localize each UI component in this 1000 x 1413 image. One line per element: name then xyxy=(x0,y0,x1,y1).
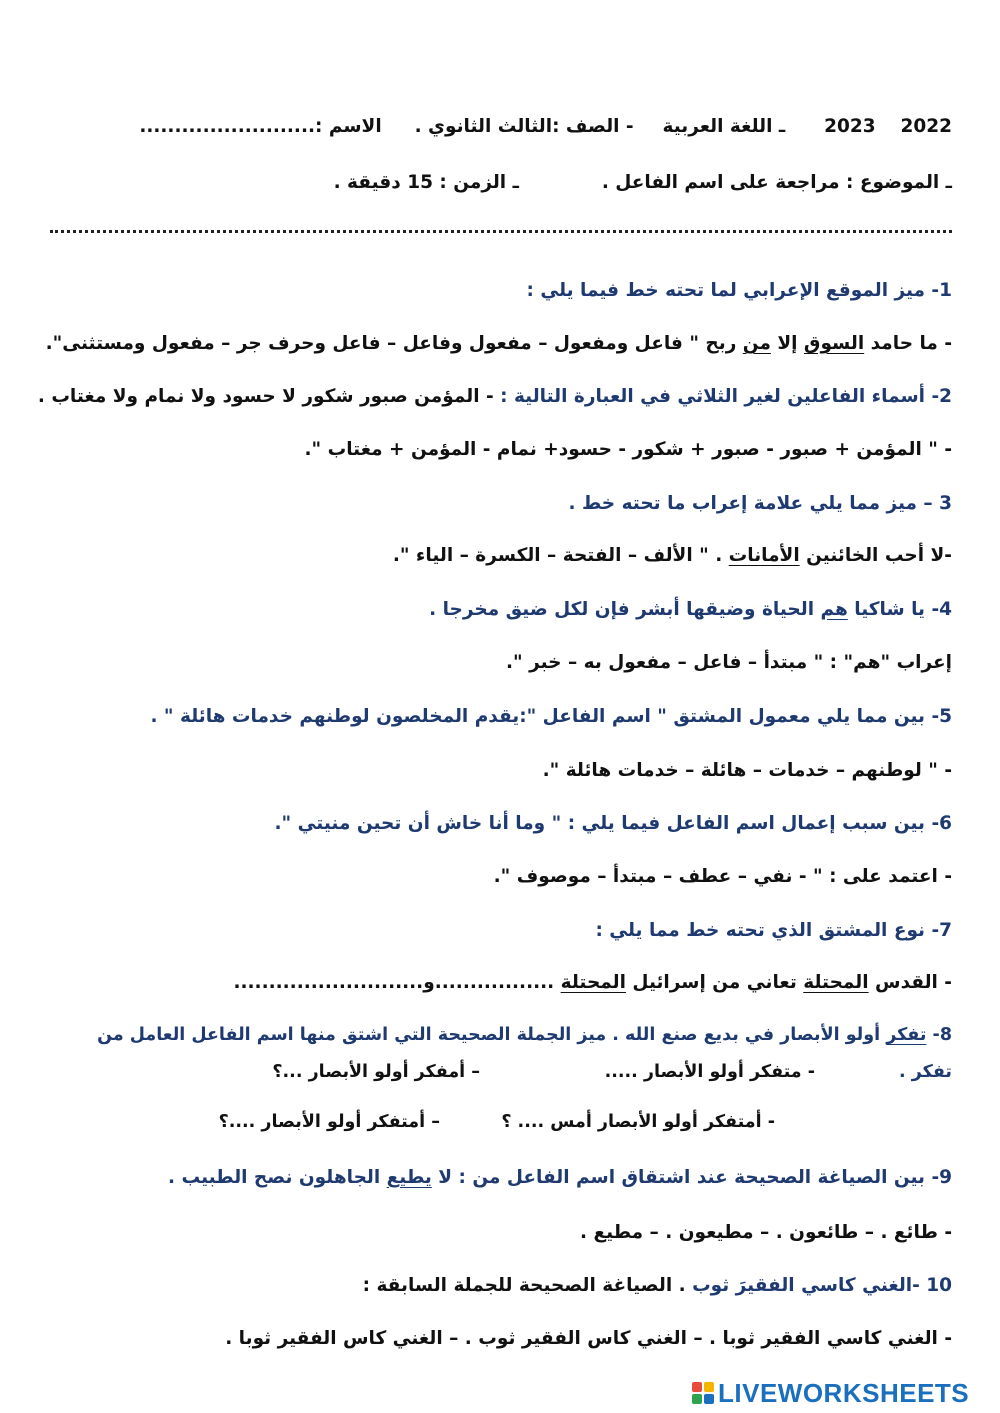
q10-instruction: . الصياغة الصحيحة للجملة السابقة : xyxy=(362,1275,693,1296)
q10-sentence: 10 -الغني كاسي الفقيرَ ثوب xyxy=(692,1275,952,1296)
q9-options[interactable]: - طائع . – طائعون . – مطيعون . – مطيع . xyxy=(579,1222,952,1243)
logo-mark-icon xyxy=(692,1382,714,1404)
q9-underlined-word: يطيع xyxy=(386,1167,432,1188)
logo-square-green xyxy=(692,1394,702,1404)
q1-text: - ما حامد xyxy=(864,333,952,354)
q4-text: 4- يا شاكيا xyxy=(847,599,952,620)
q8-option-3[interactable]: - أمتفكر أولو الأبصار أمس .... ؟ xyxy=(501,1112,775,1132)
grade-label: - الصف :الثالث الثانوي . xyxy=(414,116,634,137)
q8-text: 8- xyxy=(926,1025,952,1045)
q7-text-mid: تعاني من إسرائيل xyxy=(625,972,804,993)
q3-text: -لا أحب الخائنين xyxy=(799,545,952,566)
q4-prompt xyxy=(429,599,952,620)
q4-options[interactable]: إعراب "هم" : " مبتدأ – فاعل – مفعول به – خبر ". xyxy=(506,652,952,673)
year-2023: 2023 xyxy=(824,116,876,137)
q8-prompt xyxy=(97,1025,952,1045)
q2-prompt: 2- أسماء الفاعلين لغير الثلاثي في العبارة التالية : xyxy=(500,386,952,407)
logo-square-yellow xyxy=(704,1382,714,1392)
q9-text: 9- بين الصياغة الصحيحة عند اشتقاق اسم الفاعل من : لا xyxy=(431,1167,952,1188)
q7-answer-line xyxy=(233,972,952,993)
q10-prompt xyxy=(363,1275,952,1296)
q3-prompt: 3 – ميز مما يلي علامة إعراب ما تحته خط . xyxy=(568,493,952,514)
q5-options[interactable]: - " لوطنهم – خدمات – هائلة – خدمات هائلة ". xyxy=(542,760,952,781)
q7-answer-blanks[interactable]: .................و........................... xyxy=(233,972,561,993)
q8-text-end: أولو الأبصار في بديع صنع الله . ميز الجملة الصحيحة التي اشتق منها اسم الفاعل العامل من xyxy=(97,1025,887,1045)
q2-prompt-line xyxy=(38,386,952,407)
q6-prompt: 6- بين سبب إعمال اسم الفاعل فيما يلي : " وما أنا خاش أن تحين منيتي ". xyxy=(274,813,952,834)
q10-options[interactable]: - الغني كاسي الفقير ثوبا . – الغني كاس الفقير ثوب . – الغني كاس الفقير ثوبا . xyxy=(225,1328,952,1349)
q3-underlined-word: الأمانات xyxy=(728,545,800,566)
time-label: ـ الزمن : 15 دقيقة . xyxy=(333,172,519,193)
liveworksheets-logo xyxy=(692,1378,969,1408)
subject-label: ـ اللغة العربية xyxy=(662,116,786,137)
header-line-2 xyxy=(334,172,952,193)
q3-answer-line xyxy=(393,545,952,566)
logo-square-red xyxy=(692,1382,702,1392)
q7-underlined-word-2: المحتلة xyxy=(560,972,626,993)
dotted-separator xyxy=(50,230,952,233)
q5-prompt: 5- بين مما يلي معمول المشتق " اسم الفاعل ":يقدم المخلصون لوطنهم خدمات هائلة " . xyxy=(150,706,952,727)
q8-prompt-line-2: تفكر . xyxy=(899,1062,952,1082)
q2-options[interactable]: - " المؤمن + صبور - صبور + شكور - حسود+ نمام - المؤمن + مغتاب ". xyxy=(304,439,952,460)
q1-text-mid: إلا xyxy=(770,333,804,354)
q2-sentence: - المؤمن صبور شكور لا حسود ولا نمام ولا مغتاب . xyxy=(37,386,501,407)
q1-prompt: 1- ميز الموقع الإعرابي لما تحته خط فيما يلي : xyxy=(526,280,952,301)
q4-underlined-word: هم xyxy=(820,599,848,620)
q1-answer-line xyxy=(46,333,952,354)
logo-square-blue xyxy=(704,1394,714,1404)
q7-text: - القدس xyxy=(868,972,952,993)
q8-option-2[interactable]: – أمفكر أولو الأبصار ...؟ xyxy=(272,1062,480,1082)
logo-text: LIVEWORKSHEETS xyxy=(718,1377,970,1408)
q7-prompt: 7- نوع المشتق الذي تحته خط مما يلي : xyxy=(595,920,952,941)
topic-label: ـ الموضوع : مراجعة على اسم الفاعل . xyxy=(601,172,952,193)
q6-options[interactable]: - اعتمد على : " - نفي – عطف – مبتدأ – موصوف ". xyxy=(493,866,952,887)
q8-underlined-word: تفكر xyxy=(886,1025,927,1045)
q8-option-1[interactable]: - متفكر أولو الأبصار ..... xyxy=(604,1062,815,1082)
q8-option-4[interactable]: – أمتفكر أولو الأبصار ....؟ xyxy=(218,1112,440,1132)
q9-prompt xyxy=(168,1167,952,1188)
q4-text-end: الحياة وضيقها أبشر فإن لكل ضيق مخرجا . xyxy=(429,599,821,620)
q7-underlined-word-1: المحتلة xyxy=(803,972,869,993)
year-2022: 2022 xyxy=(900,116,952,137)
q9-text-end: الجاهلون نصح الطبيب . xyxy=(168,1167,387,1188)
q1-options[interactable]: ربح " فاعل ومفعول – مفعول وفاعل – فاعل وحرف جر – مفعول ومستثنى". xyxy=(45,333,743,354)
q1-underlined-word-2: من xyxy=(742,333,771,354)
q3-options[interactable]: . " الألف – الفتحة – الكسرة – الياء ". xyxy=(392,545,729,566)
header-line-1 xyxy=(139,116,952,137)
student-name-field[interactable]: الاسم :......................... xyxy=(139,116,382,137)
q1-underlined-word-1: السوق xyxy=(803,333,865,354)
